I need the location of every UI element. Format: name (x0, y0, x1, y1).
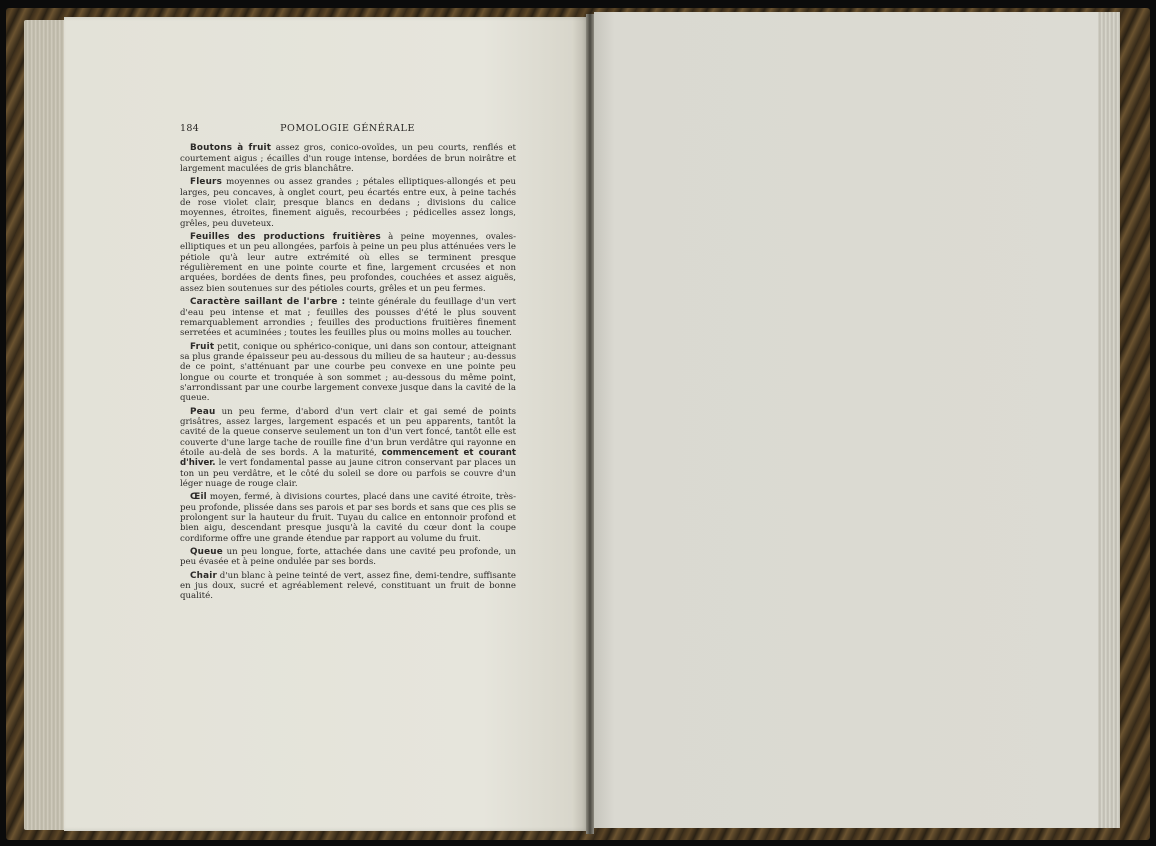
paragraph-lead: Œil (190, 492, 207, 503)
paragraph-text: à peine moyennes, ovales-elliptiques et un peu allongées, parfois à peine un peu plus atténuées vers le pétiole qu'à leur autre extrémité où elles se terminent presque régulièrement en une pointe courte et fine, largement crcusées et non arquées, bordées de dents fines, peu profondes, couchées et assez aiguës, assez bien soutenues sur des pétioles courts, grêles et un peu fermes. (180, 232, 516, 294)
paragraph-boutons (180, 143, 516, 174)
paragraph-lead: Feuilles des productions fruitières (190, 232, 381, 243)
paragraph-text: petit, conique ou sphérico-conique, uni dans son contour, atteignant sa plus grande épaisseur peu au-dessous du milieu de sa hauteur ; au-dessus de ce point, s'atténuant par une courbe peu convexe en une pointe peu longue ou courte et tronquée à son sommet ; au-dessous du même point, s'arrondissant par une courbe largement convexe jusque dans la cavité de la queue. (180, 341, 516, 404)
maturity-season: commencement et courant d'hiver. (180, 447, 516, 469)
book-gutter (586, 14, 594, 834)
running-head-spacer (496, 124, 516, 134)
paragraph-queue (180, 547, 516, 568)
paragraph-lead: Fruit (190, 341, 215, 352)
paragraph-fleurs (180, 177, 516, 229)
paragraph-text: moyennes ou assez grandes ; pétales elliptiques-allongés et peu larges, peu concaves, à onglet court, peu écartés entre eux, à peine tachés de rose violet clair, presque blancs en dedans ; divisions du calice moyennes, étroites, finement aiguës, recourbées ; pédicelles assez longs, grêles, peu duveteux. (180, 177, 516, 229)
paragraph-caractere (180, 297, 516, 338)
paragraph-peau (180, 407, 516, 490)
paragraph-text-continued: le vert fondamental passe au jaune citron conservant par places un ton un peu verdâtre, et le côté du soleil se dore ou parfois se couvre d'un léger nuage de rouge clair. (180, 458, 516, 489)
page-number: 184 (180, 123, 200, 134)
paragraph-text: un peu longue, forte, attachée dans une cavité peu profonde, un peu évasée et à peine ondulée par ses bords. (180, 547, 516, 568)
left-page-edges (24, 20, 68, 830)
paragraph-text: un peu ferme, d'abord d'un vert clair et gai semé de points grisâtres, assez larges, largement espacés et un peu apparents, tantôt la cavité de la queue conserve seulement un ton d'un vert foncé, tantôt elle est couverte d'une large tache de rouille fine d'un brun verdâtre qui rayonne en étoile au-delà de ses bords. A la maturité, (180, 406, 516, 458)
paragraph-feuilles (180, 232, 516, 294)
paragraph-fruit (180, 342, 516, 404)
right-page-edges (1098, 12, 1120, 828)
paragraph-lead: Caractère saillant de l'arbre : (190, 297, 346, 308)
running-title: POMOLOGIE GÉNÉRALE (280, 123, 415, 134)
paragraph-text: assez gros, conico-ovoïdes, un peu courts, renflés et courtement aigus ; écailles d'un rouge intense, bordées de brun noirâtre et largement maculées de gris blanchâtre. (180, 143, 516, 175)
paragraph-text: moyen, fermé, à divisions courtes, placé dans une cavité étroite, très-peu profonde, plissée dans ses parois et par ses bords et sans que ces plis se prolongent sur la hauteur du fruit. Tuyau du calice en entonnoir profond et bien aigu, descendant presque jusqu'à la cavité du cœur dont la coupe cordiforme offre une grande étendue par rapport au volume du fruit. (180, 492, 516, 544)
paragraph-lead: Peau (190, 406, 216, 417)
paragraph-text: d'un blanc à peine teinté de vert, assez fine, demi-tendre, suffisante en jus doux, sucré et agréablement relevé, constituant un fruit de bonne qualité. (180, 570, 516, 602)
paragraph-chair (180, 571, 516, 602)
paragraph-oeil (180, 492, 516, 544)
page-text-block (180, 124, 516, 605)
paragraph-lead: Chair (190, 570, 218, 581)
paragraph-lead: Queue (190, 547, 223, 558)
paragraph-text: teinte générale du feuillage d'un vert d'eau peu intense et mat ; feuilles des pousses d'été le plus souvent remarquablement arrondies ; feuilles des productions fruitières finement serretées et acuminées ; toutes les feuilles plus ou moins molles au toucher. (180, 297, 516, 339)
paragraph-lead: Fleurs (190, 177, 223, 188)
paragraph-lead: Boutons à fruit (190, 143, 272, 154)
running-head (180, 124, 516, 134)
right-page-blank (594, 12, 1100, 828)
